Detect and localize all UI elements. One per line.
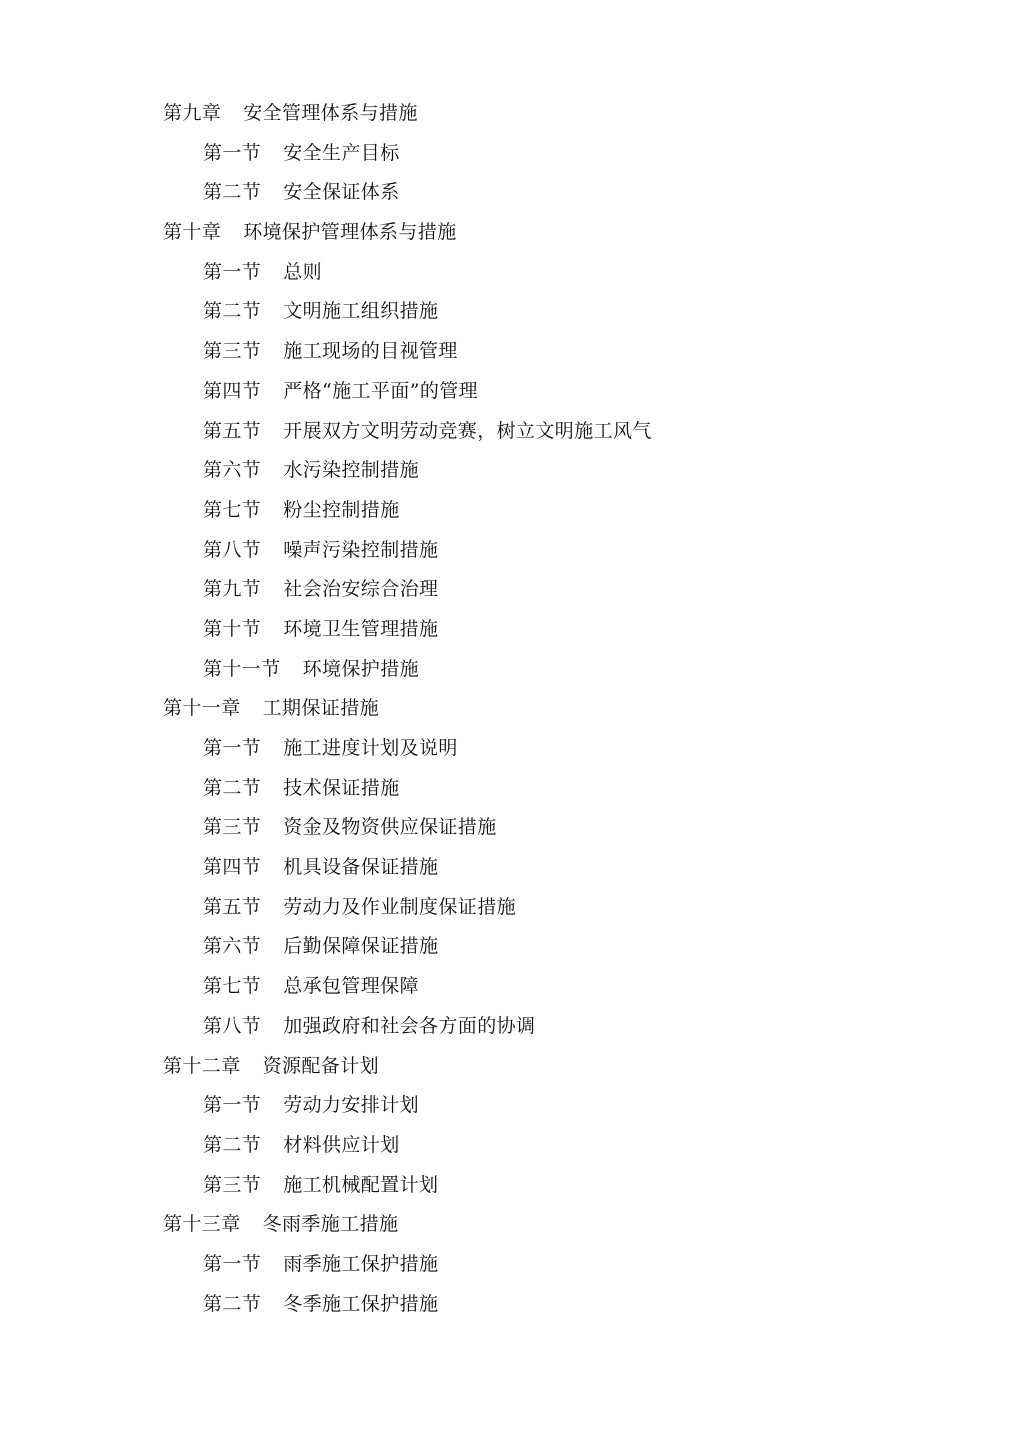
toc-section-entry [163,929,863,969]
toc-entry-title: 环境保护措施 [302,657,420,680]
toc-entry-number: 第一节 [203,1094,262,1117]
toc-entry-title: 水污染控制措施 [283,459,420,482]
toc-section-entry [163,731,863,771]
toc-entry-title: 文明施工组织措施 [283,300,439,323]
toc-section-entry [163,493,863,533]
toc-entry-title: 资金及物资供应保证措施 [283,816,497,839]
toc-entry-number: 第三节 [203,1173,262,1196]
toc-entry-title: 施工进度计划及说明 [283,737,458,759]
toc-section-entry [163,255,863,295]
toc-entry-number: 第十二章 [163,1054,241,1077]
toc-entry-number: 第一节 [203,141,262,164]
toc-entry-number: 第六节 [203,935,262,958]
toc-entry-number: 第二节 [203,1133,262,1156]
toc-section-entry [163,771,863,811]
toc-entry-title: 技术保证措施 [283,776,400,799]
toc-section-entry [163,1128,863,1168]
toc-section-entry [163,374,863,414]
toc-entry-number: 第九节 [203,578,262,601]
toc-section-entry [163,890,863,930]
toc-entry-number: 第一节 [203,260,262,283]
toc-entry-number: 第七节 [203,975,262,998]
toc-entry-number: 第九章 [163,102,222,124]
toc-chapter-entry [163,215,863,255]
toc-section-entry [163,850,863,890]
toc-entry-title: 雨季施工保护措施 [283,1252,439,1275]
toc-entry-title: 后勤保障保证措施 [283,935,439,958]
toc-entry-number: 第十章 [163,221,222,244]
toc-chapter-entry [163,1207,863,1247]
toc-section-entry [163,1009,863,1049]
toc-entry-number: 第十三章 [163,1213,241,1236]
toc-entry-title: 材料供应计划 [283,1133,400,1156]
toc-chapter-entry [163,691,863,731]
toc-section-entry [163,533,863,573]
toc-entry-number: 第二节 [203,181,262,204]
toc-entry-number: 第一节 [203,737,262,759]
toc-entry-number: 第四节 [203,856,262,879]
toc-entry-number: 第五节 [203,419,262,442]
toc-entry-number: 第六节 [203,459,262,482]
toc-entry-number: 第七节 [203,498,262,521]
toc-section-entry [163,1287,863,1327]
toc-entry-number: 第三节 [203,816,262,839]
toc-entry-title: 冬季施工保护措施 [283,1292,439,1315]
toc-entry-title: 工期保证措施 [262,697,380,720]
toc-section-entry [163,969,863,1009]
toc-section-entry [163,652,863,692]
table-of-contents [163,96,863,1326]
toc-entry-title: 社会治安综合治理 [283,578,439,601]
toc-entry-title: 开展双方文明劳动竞赛，树立文明施工风气 [283,419,652,442]
toc-entry-title: 噪声污染控制措施 [283,538,439,561]
toc-section-entry [163,414,863,454]
toc-entry-title: 环境卫生管理措施 [283,617,439,640]
toc-entry-title: 加强政府和社会各方面的协调 [283,1014,536,1037]
toc-section-entry [163,810,863,850]
toc-chapter-entry [163,96,863,136]
toc-entry-title: 严格“施工平面”的管理 [283,379,479,402]
toc-entry-title: 施工现场的目视管理 [283,340,458,363]
toc-entry-number: 第一节 [203,1252,262,1275]
toc-entry-number: 第二节 [203,300,262,323]
toc-section-entry [163,136,863,176]
toc-entry-number: 第三节 [203,340,262,363]
toc-section-entry [163,572,863,612]
toc-entry-number: 第二节 [203,776,262,799]
toc-entry-title: 安全生产目标 [283,141,400,164]
toc-entry-number: 第十一节 [203,657,281,680]
toc-entry-title: 劳动力安排计划 [283,1094,420,1117]
toc-entry-number: 第二节 [203,1292,262,1315]
toc-entry-number: 第八节 [203,1014,262,1037]
toc-section-entry [163,1088,863,1128]
toc-chapter-entry [163,1049,863,1089]
toc-entry-title: 安全保证体系 [283,181,400,204]
toc-entry-title: 冬雨季施工措施 [262,1213,399,1236]
toc-entry-title: 劳动力及作业制度保证措施 [283,895,517,918]
toc-section-entry [163,175,863,215]
toc-entry-number: 第十节 [203,617,262,640]
toc-section-entry [163,294,863,334]
toc-entry-title: 安全管理体系与措施 [243,102,418,124]
toc-entry-title: 粉尘控制措施 [283,498,400,521]
toc-section-entry [163,612,863,652]
toc-entry-number: 第四节 [203,379,262,402]
toc-entry-title: 机具设备保证措施 [283,856,439,879]
toc-entry-title: 资源配备计划 [262,1054,380,1077]
toc-entry-number: 第十一章 [163,697,241,720]
toc-entry-title: 总承包管理保障 [283,975,420,998]
toc-entry-number: 第八节 [203,538,262,561]
toc-entry-title: 施工机械配置计划 [283,1173,439,1196]
toc-section-entry [163,1247,863,1287]
toc-entry-title: 总则 [283,260,323,283]
toc-section-entry [163,453,863,493]
toc-entry-number: 第五节 [203,895,262,918]
toc-section-entry [163,1168,863,1208]
toc-section-entry [163,334,863,374]
toc-entry-title: 环境保护管理体系与措施 [243,221,457,244]
